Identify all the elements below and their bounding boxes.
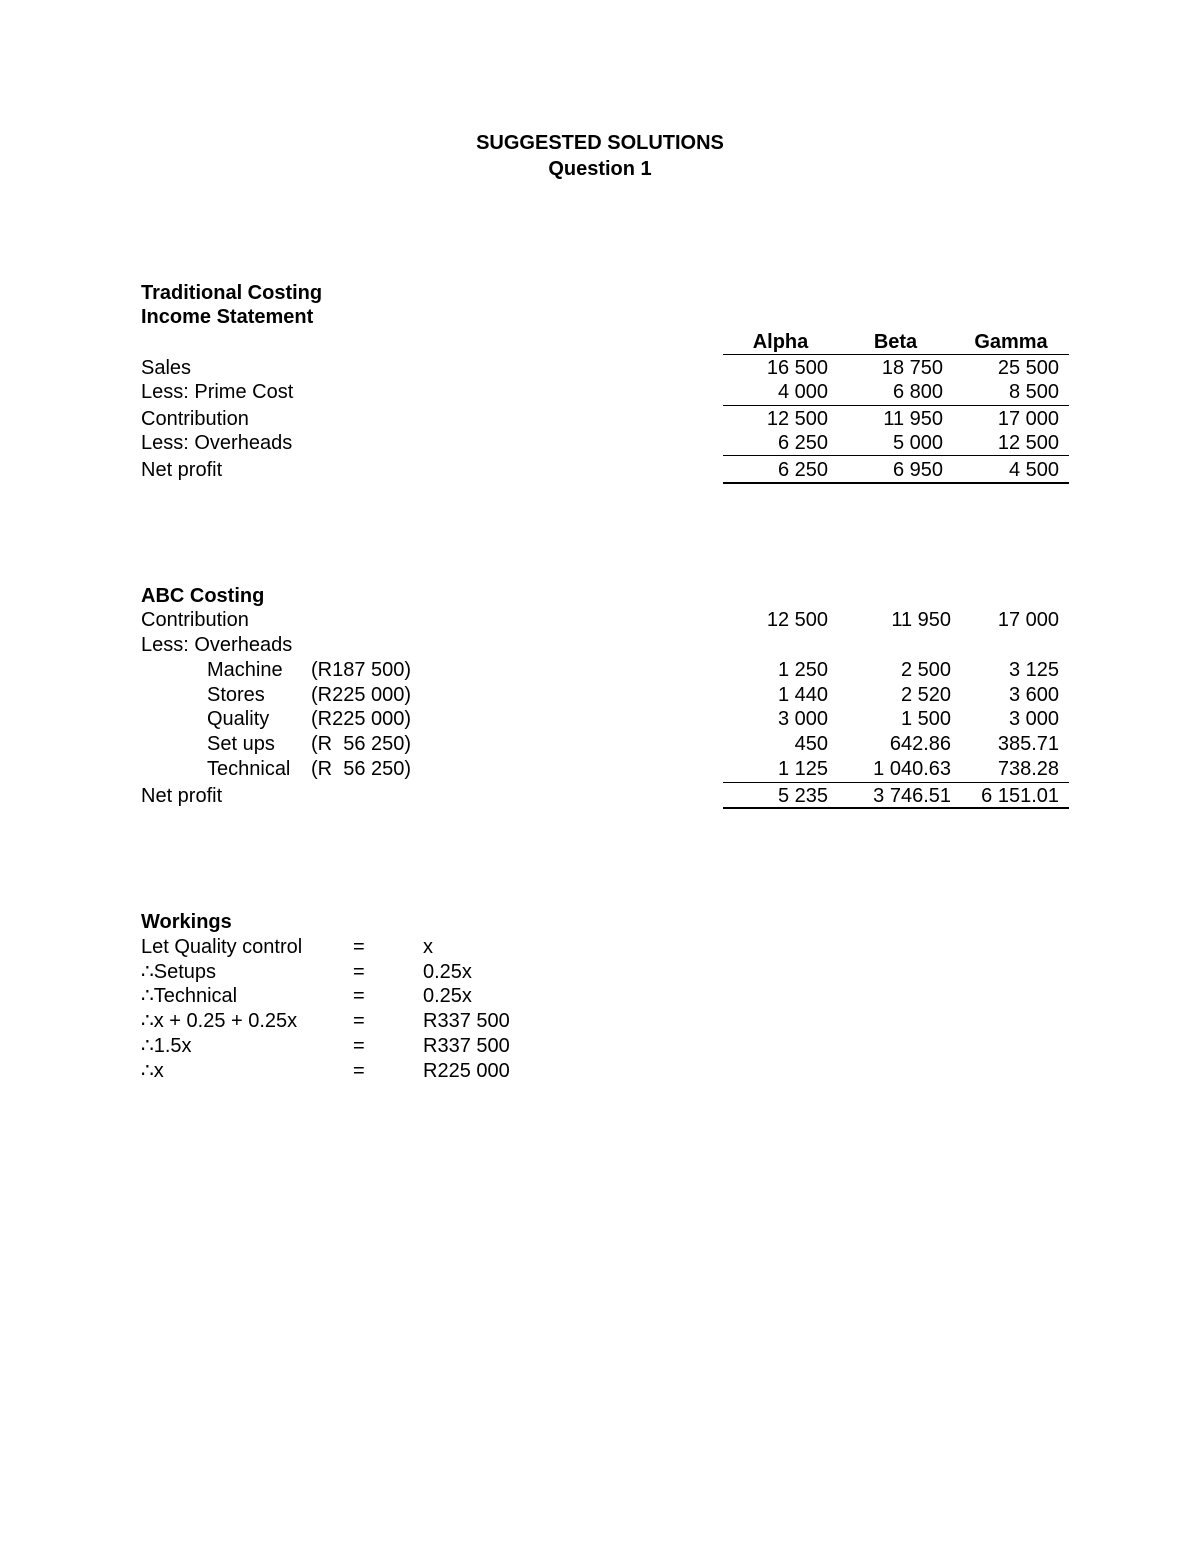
working-right: R225 000 <box>423 1060 510 1082</box>
working-left: ∴1.5x <box>141 1035 192 1057</box>
abc-item-name-technical: Technical <box>207 758 291 780</box>
cell-prime-cost-alpha: 4 000 <box>777 381 828 403</box>
column-header-beta: Beta <box>873 331 918 353</box>
abc-row-label-net-profit: Net profit <box>141 785 223 807</box>
working-equals: = <box>353 936 365 958</box>
working-equals: = <box>353 1010 365 1032</box>
working-left: ∴x + 0.25 + 0.25x <box>141 1010 298 1032</box>
abc-item-amount-machine: (R187 500) <box>311 659 412 681</box>
traditional-heading: Traditional Costing <box>141 282 323 304</box>
abc-cell-stores-alpha: 1 440 <box>777 684 828 706</box>
row-label-sales: Sales <box>141 357 192 379</box>
working-right: R337 500 <box>423 1035 510 1057</box>
abc-cell-setups-alpha: 450 <box>794 733 828 755</box>
abc-cell-machine-gamma: 3 125 <box>1008 659 1059 681</box>
abc-cell-stores-gamma: 3 600 <box>1008 684 1059 706</box>
row-label-prime-cost: Less: Prime Cost <box>141 381 294 403</box>
working-equals: = <box>353 985 365 1007</box>
column-header-alpha: Alpha <box>752 331 809 353</box>
working-equals: = <box>353 961 365 983</box>
cell-overheads-beta: 5 000 <box>892 432 943 454</box>
cell-overheads-alpha: 6 250 <box>777 432 828 454</box>
abc-row-label-contribution: Contribution <box>141 609 249 631</box>
subtotal-rule <box>723 782 1069 783</box>
working-equals: = <box>353 1035 365 1057</box>
cell-net-profit-beta: 6 950 <box>892 459 943 481</box>
cell-net-profit-alpha: 6 250 <box>777 459 828 481</box>
abc-item-amount-setups: (R 56 250) <box>311 733 412 755</box>
cell-sales-gamma: 25 500 <box>997 357 1059 379</box>
document-subtitle: Question 1 <box>548 158 652 180</box>
abc-item-name-machine: Machine <box>207 659 283 681</box>
cell-contribution-alpha: 12 500 <box>766 408 828 430</box>
header-rule <box>723 354 1069 355</box>
subtotal-rule <box>723 405 1069 406</box>
abc-cell-stores-beta: 2 520 <box>900 684 951 706</box>
income-statement-heading: Income Statement <box>141 306 314 328</box>
column-header-gamma: Gamma <box>974 331 1048 353</box>
total-rule <box>723 482 1069 484</box>
row-label-contribution: Contribution <box>141 408 249 430</box>
abc-cell-net-profit-alpha: 5 235 <box>777 785 828 807</box>
working-right: 0.25x <box>423 985 472 1007</box>
abc-cell-quality-gamma: 3 000 <box>1008 708 1059 730</box>
working-right: R337 500 <box>423 1010 510 1032</box>
abc-cell-contribution-gamma: 17 000 <box>997 609 1059 631</box>
working-left: ∴x <box>141 1060 164 1082</box>
abc-item-name-setups: Set ups <box>207 733 275 755</box>
abc-cell-net-profit-beta: 3 746.51 <box>873 785 951 807</box>
row-label-overheads: Less: Overheads <box>141 432 293 454</box>
abc-overheads-label: Less: Overheads <box>141 634 293 656</box>
working-left: ∴Technical <box>141 985 238 1007</box>
workings-heading: Workings <box>141 911 232 933</box>
cell-prime-cost-gamma: 8 500 <box>1008 381 1059 403</box>
abc-cell-technical-beta: 1 040.63 <box>873 758 951 780</box>
abc-item-name-quality: Quality <box>207 708 270 730</box>
row-label-net-profit: Net profit <box>141 459 223 481</box>
abc-item-amount-stores: (R225 000) <box>311 684 412 706</box>
abc-cell-setups-beta: 642.86 <box>889 733 951 755</box>
working-right: 0.25x <box>423 961 472 983</box>
document-title: SUGGESTED SOLUTIONS <box>476 132 724 154</box>
working-right: x <box>423 936 433 958</box>
abc-heading: ABC Costing <box>141 585 265 607</box>
abc-cell-technical-alpha: 1 125 <box>777 758 828 780</box>
abc-item-amount-quality: (R225 000) <box>311 708 412 730</box>
working-left: Let Quality control <box>141 936 303 958</box>
cell-sales-alpha: 16 500 <box>766 357 828 379</box>
abc-cell-setups-gamma: 385.71 <box>997 733 1059 755</box>
cell-net-profit-gamma: 4 500 <box>1008 459 1059 481</box>
abc-cell-technical-gamma: 738.28 <box>997 758 1059 780</box>
abc-item-name-stores: Stores <box>207 684 265 706</box>
working-left: ∴Setups <box>141 961 216 983</box>
working-equals: = <box>353 1060 365 1082</box>
abc-cell-quality-alpha: 3 000 <box>777 708 828 730</box>
cell-contribution-beta: 11 950 <box>883 408 943 430</box>
cell-prime-cost-beta: 6 800 <box>892 381 943 403</box>
abc-cell-machine-beta: 2 500 <box>900 659 951 681</box>
abc-cell-net-profit-gamma: 6 151.01 <box>981 785 1059 807</box>
abc-cell-machine-alpha: 1 250 <box>777 659 828 681</box>
abc-item-amount-technical: (R 56 250) <box>311 758 412 780</box>
abc-cell-quality-beta: 1 500 <box>900 708 951 730</box>
cell-contribution-gamma: 17 000 <box>997 408 1059 430</box>
cell-sales-beta: 18 750 <box>881 357 943 379</box>
total-rule <box>723 807 1069 809</box>
subtotal-rule <box>723 455 1069 456</box>
cell-overheads-gamma: 12 500 <box>997 432 1059 454</box>
abc-cell-contribution-alpha: 12 500 <box>766 609 828 631</box>
abc-cell-contribution-beta: 11 950 <box>891 609 951 631</box>
